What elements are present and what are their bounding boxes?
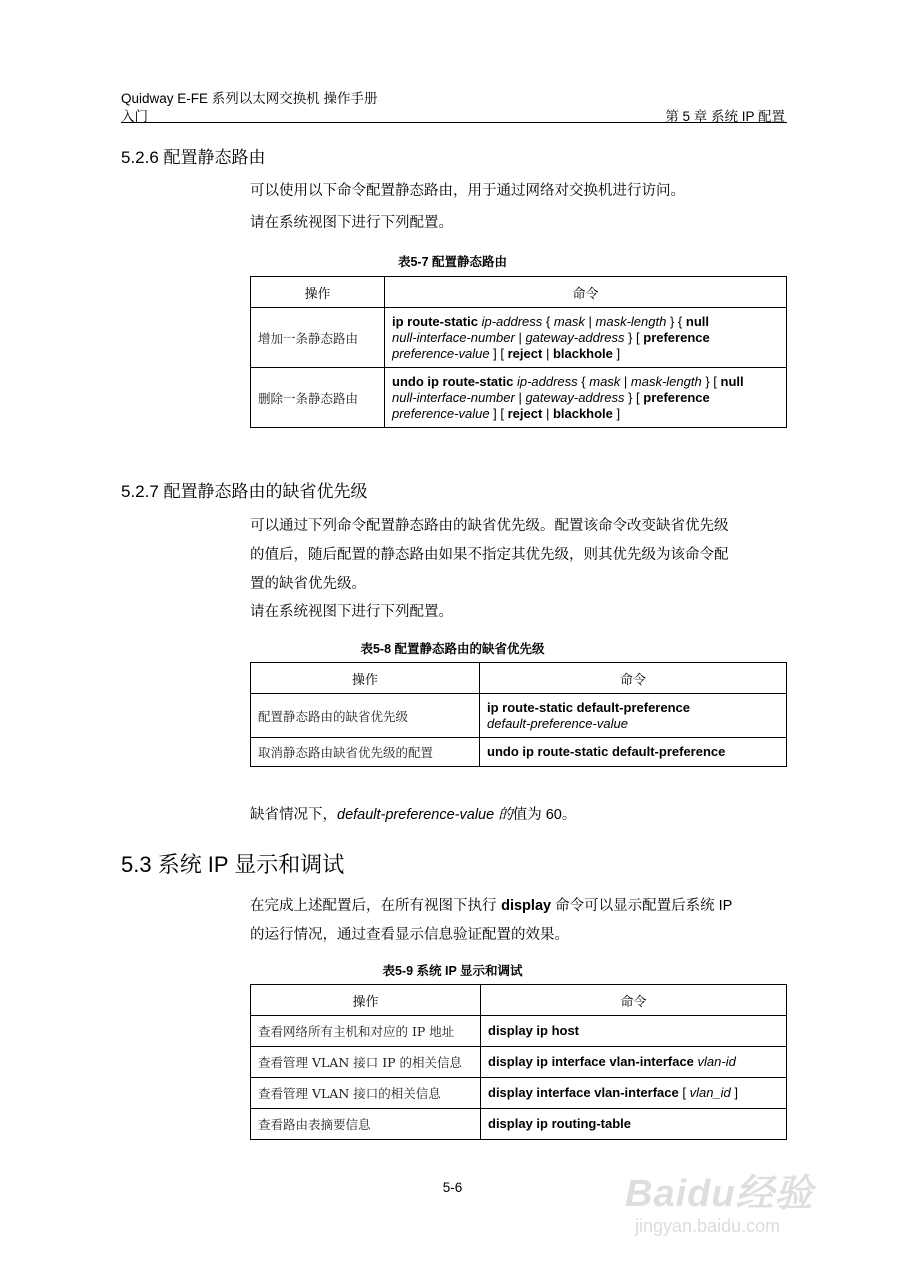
intro-line-3: 置的缺省优先级。: [250, 576, 366, 592]
table-row: [251, 738, 787, 767]
table-5-8-cmd-set: ip route-static default-preference default-preference-value: [480, 694, 787, 738]
table-row: [251, 368, 787, 428]
table-5-7-cmd-add: ip route-static ip-address { mask | mask-length } { null null-interface-number | gateway-address } [ preference preference-value ] [ reject | blackhole ]: [385, 308, 787, 368]
table-row: 查看网络所有主机和对应的 IP 地址 display ip host: [251, 1016, 787, 1047]
intro-line-2: 的值后，随后配置的静态路由如果不指定其优先级，则其优先级为该命令配: [250, 547, 729, 563]
watermark-url: jingyan.baidu.com: [635, 1216, 781, 1236]
header-divider: [121, 122, 787, 123]
section-5-2-7-heading: 5.2.7 配置静态路由的缺省优先级: [121, 482, 368, 501]
page-number: 5-6: [442, 1180, 463, 1195]
table-5-7-header-cmd: 命令: [385, 277, 787, 308]
table-5-8-cmd-undo: undo ip route-static default-preference: [480, 738, 787, 767]
manual-title: Quidway E-FE 系列以太网交换机 操作手册: [121, 91, 378, 106]
table-5-7-header-op: 操作: [251, 277, 385, 308]
table-row: 查看管理 VLAN 接口 IP 的相关信息 display ip interface vlan-interface vlan-id: [251, 1047, 787, 1078]
table-5-8: [250, 662, 787, 767]
watermark-brand: Baidu经验: [625, 1173, 814, 1215]
table-row: [251, 694, 787, 738]
table-5-7-op-delete: 删除一条静态路由: [251, 368, 385, 428]
table-5-7-caption: 表5-7 配置静态路由: [397, 255, 508, 269]
table-5-9: [250, 984, 787, 1140]
table-row: [251, 308, 787, 368]
display-command: display: [501, 898, 552, 914]
table-5-9-header-cmd: 命令: [481, 985, 787, 1016]
section-5-2-6-instruction: 请在系统视图下进行下列配置。: [250, 215, 453, 231]
table-5-7: [250, 276, 787, 428]
part-label: 入门: [121, 109, 148, 124]
table-5-8-op-set: 配置静态路由的缺省优先级: [251, 694, 480, 738]
table-5-9-caption: 表5-9 系统 IP 显示和调试: [382, 964, 523, 978]
default-preference-note: 缺省情况下，default-preference-value 的值为 60。: [250, 807, 577, 823]
section-5-3-intro: 在完成上述配置后，在所有视图下执行 display 命令可以显示配置后系统 IP 的运行情况，通过查看显示信息验证配置的效果。: [250, 898, 733, 943]
baidu-watermark: [625, 1150, 845, 1260]
chapter-label: 第 5 章 系统 IP 配置: [665, 109, 785, 124]
table-row: 查看管理 VLAN 接口的相关信息 display interface vlan-interface [ vlan_id ]: [251, 1078, 787, 1109]
section-5-3-heading: 5.3 系统 IP 显示和调试: [121, 852, 345, 877]
section-5-2-6-heading: 5.2.6 配置静态路由: [121, 148, 266, 167]
intro-line-1: 可以通过下列命令配置静态路由的缺省优先级。配置该命令改变缺省优先级: [250, 518, 729, 534]
section-5-2-7-instruction: 请在系统视图下进行下列配置。: [250, 604, 453, 620]
table-5-7-cmd-delete: undo ip route-static ip-address { mask | mask-length } [ null null-interface-number | gateway-address } [ preference preference-value ] [ reject | blackhole ]: [385, 368, 787, 428]
table-row: 查看路由表摘要信息 display ip routing-table: [251, 1109, 787, 1140]
table-5-7-op-add: 增加一条静态路由: [251, 308, 385, 368]
section-5-2-6-intro: 可以使用以下命令配置静态路由，用于通过网络对交换机进行访问。: [250, 183, 685, 199]
table-5-8-caption: 表5-8 配置静态路由的缺省优先级: [360, 642, 545, 656]
table-5-9-header-op: 操作: [251, 985, 481, 1016]
default-preference-var: default-preference-value: [337, 807, 495, 823]
table-5-8-header-cmd: 命令: [480, 663, 787, 694]
table-5-8-header-op: 操作: [251, 663, 480, 694]
table-5-8-op-undo: 取消静态路由缺省优先级的配置: [251, 738, 480, 767]
section-5-2-7-intro: [250, 512, 790, 599]
